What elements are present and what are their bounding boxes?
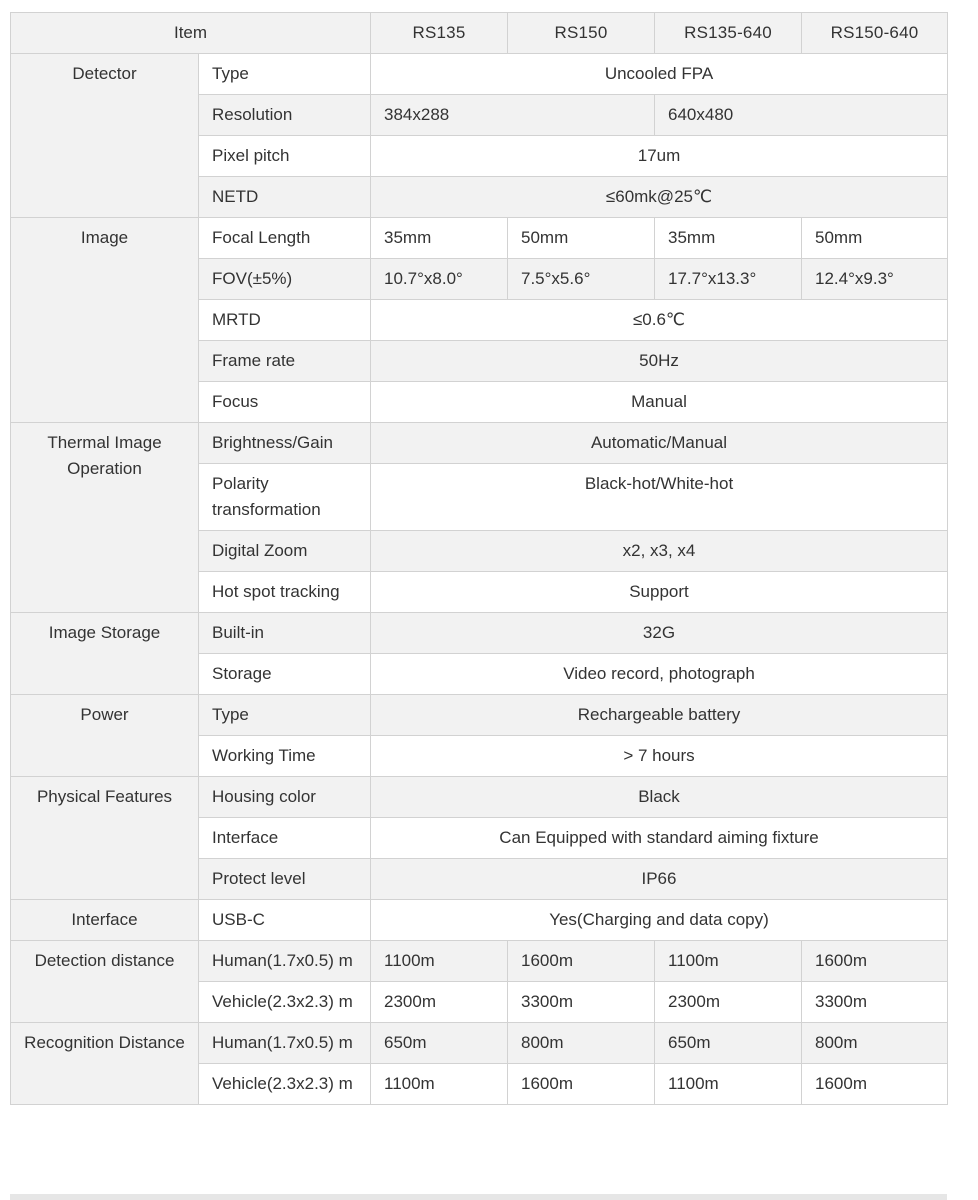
spec-label: Hot spot tracking xyxy=(199,572,371,613)
spec-value: Support xyxy=(371,572,948,613)
spec-label: Vehicle(2.3x2.3) m xyxy=(199,982,371,1023)
spec-value: 2300m xyxy=(371,982,508,1023)
spec-value: ≤0.6℃ xyxy=(371,300,948,341)
spec-value: 50Hz xyxy=(371,341,948,382)
spec-value: 32G xyxy=(371,613,948,654)
header-model: RS135 xyxy=(371,13,508,54)
group-physical: Physical Features xyxy=(11,777,199,900)
spec-value: 3300m xyxy=(508,982,655,1023)
spec-value: 1100m xyxy=(371,941,508,982)
table-row xyxy=(11,777,948,818)
spec-label: Focus xyxy=(199,382,371,423)
spec-label: Protect level xyxy=(199,859,371,900)
spec-value: 10.7°x8.0° xyxy=(371,259,508,300)
spec-value: Can Equipped with standard aiming fixture xyxy=(371,818,948,859)
table-row xyxy=(11,218,948,259)
header-item: Item xyxy=(11,13,371,54)
spec-label: Storage xyxy=(199,654,371,695)
header-model: RS135-640 xyxy=(655,13,802,54)
spec-value: IP66 xyxy=(371,859,948,900)
spec-value: 50mm xyxy=(802,218,948,259)
spec-value: 1600m xyxy=(802,941,948,982)
spec-value: 17um xyxy=(371,136,948,177)
table-row xyxy=(11,54,948,95)
spec-value: 800m xyxy=(508,1023,655,1064)
spec-label: Interface xyxy=(199,818,371,859)
spec-value: 1600m xyxy=(508,941,655,982)
group-thermal: Thermal Image Operation xyxy=(11,423,199,613)
spec-value: Yes(Charging and data copy) xyxy=(371,900,948,941)
spec-label: Human(1.7x0.5) m xyxy=(199,941,371,982)
spec-value: Black-hot/White-hot xyxy=(371,464,948,531)
table-row xyxy=(11,941,948,982)
header-model: RS150 xyxy=(508,13,655,54)
spec-value: 12.4°x9.3° xyxy=(802,259,948,300)
spec-value: Manual xyxy=(371,382,948,423)
spec-label: Brightness/Gain xyxy=(199,423,371,464)
spec-value: Video record, photograph xyxy=(371,654,948,695)
spec-value: 800m xyxy=(802,1023,948,1064)
header-model: RS150-640 xyxy=(802,13,948,54)
spec-value: 7.5°x5.6° xyxy=(508,259,655,300)
spec-label: Resolution xyxy=(199,95,371,136)
table-row xyxy=(11,1023,948,1064)
group-storage: Image Storage xyxy=(11,613,199,695)
spec-value: x2, x3, x4 xyxy=(371,531,948,572)
group-detector: Detector xyxy=(11,54,199,218)
spec-value: 1100m xyxy=(655,941,802,982)
spec-label: NETD xyxy=(199,177,371,218)
spec-value: 50mm xyxy=(508,218,655,259)
spec-value: Rechargeable battery xyxy=(371,695,948,736)
spec-label: Vehicle(2.3x2.3) m xyxy=(199,1064,371,1105)
spec-label: Type xyxy=(199,54,371,95)
spec-label: Polarity transformation xyxy=(199,464,371,531)
spec-value: 35mm xyxy=(371,218,508,259)
table-row xyxy=(11,900,948,941)
spec-value: 1100m xyxy=(655,1064,802,1105)
horizontal-scrollbar[interactable] xyxy=(10,1194,947,1200)
spec-label: Digital Zoom xyxy=(199,531,371,572)
spec-value: Uncooled FPA xyxy=(371,54,948,95)
spec-value: > 7 hours xyxy=(371,736,948,777)
table-row xyxy=(11,423,948,464)
spec-table xyxy=(10,12,948,1105)
spec-value: 640x480 xyxy=(655,95,948,136)
spec-value: 17.7°x13.3° xyxy=(655,259,802,300)
spec-value: ≤60mk@25℃ xyxy=(371,177,948,218)
table-row xyxy=(11,613,948,654)
table-row xyxy=(11,695,948,736)
group-interface: Interface xyxy=(11,900,199,941)
spec-value: 2300m xyxy=(655,982,802,1023)
spec-value: 650m xyxy=(371,1023,508,1064)
spec-label: Focal Length xyxy=(199,218,371,259)
spec-label: Built-in xyxy=(199,613,371,654)
spec-label: FOV(±5%) xyxy=(199,259,371,300)
spec-value: 35mm xyxy=(655,218,802,259)
spec-value: 650m xyxy=(655,1023,802,1064)
group-recognition: Recognition Distance xyxy=(11,1023,199,1105)
spec-value: 1100m xyxy=(371,1064,508,1105)
group-image: Image xyxy=(11,218,199,423)
spec-label: Human(1.7x0.5) m xyxy=(199,1023,371,1064)
spec-value: Automatic/Manual xyxy=(371,423,948,464)
spec-value: 1600m xyxy=(508,1064,655,1105)
spec-value: Black xyxy=(371,777,948,818)
spec-label: USB-C xyxy=(199,900,371,941)
spec-label: Working Time xyxy=(199,736,371,777)
spec-label: MRTD xyxy=(199,300,371,341)
spec-label: Housing color xyxy=(199,777,371,818)
spec-label: Frame rate xyxy=(199,341,371,382)
spec-value: 384x288 xyxy=(371,95,655,136)
header-row xyxy=(11,13,948,54)
spec-value: 3300m xyxy=(802,982,948,1023)
spec-label: Type xyxy=(199,695,371,736)
group-detection: Detection distance xyxy=(11,941,199,1023)
group-power: Power xyxy=(11,695,199,777)
spec-value: 1600m xyxy=(802,1064,948,1105)
spec-label: Pixel pitch xyxy=(199,136,371,177)
